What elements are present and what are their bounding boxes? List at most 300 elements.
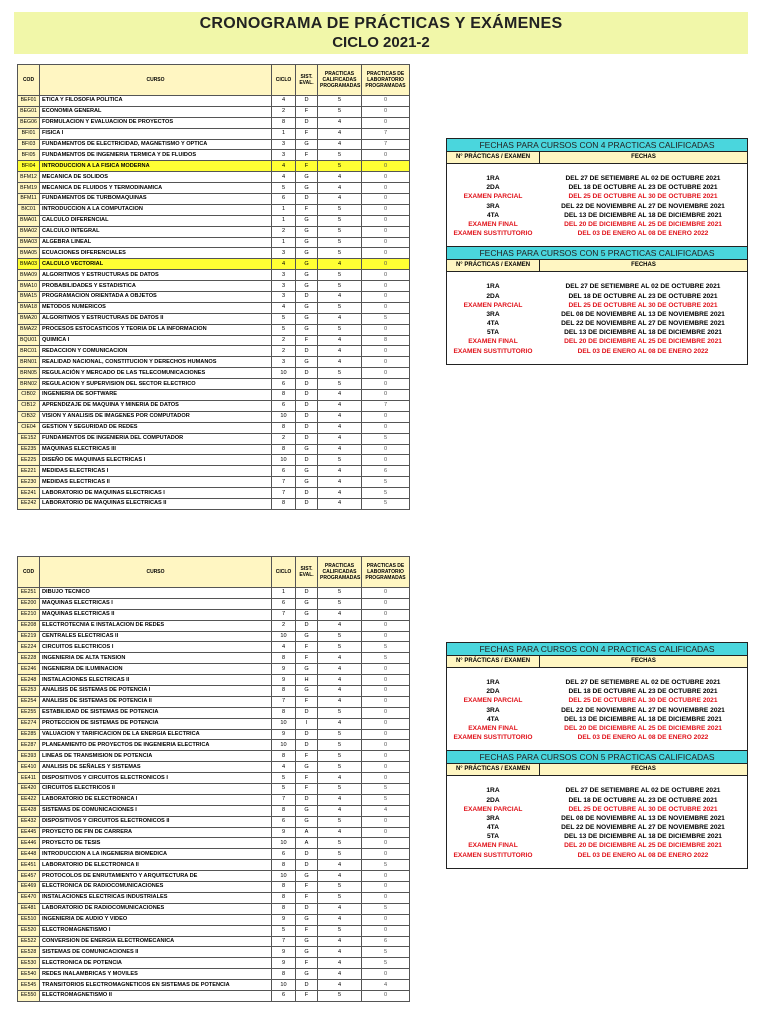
course-laboratorio: 5	[362, 794, 410, 805]
course-laboratorio: 5	[362, 903, 410, 914]
date-row-label: 2DA	[486, 292, 500, 300]
course-laboratorio: 0	[362, 925, 410, 936]
course-practicas: 4	[318, 947, 362, 958]
date-row	[447, 174, 747, 183]
table-row	[18, 642, 410, 653]
table-row	[18, 860, 410, 871]
course-ciclo: 1	[272, 237, 296, 248]
table-row	[18, 707, 410, 718]
course-name: SISTEMAS DE COMUNICACIONES I	[40, 805, 272, 816]
date-row-range: DEL 22 DE NOVIEMBRE AL 27 DE NOVIEMBRE 2021	[561, 706, 725, 714]
course-sist-eval: F	[296, 128, 318, 139]
course-laboratorio: 5	[362, 433, 410, 444]
date-row-label: EXAMEN FINAL	[468, 220, 518, 228]
course-code: BFI05	[18, 150, 40, 161]
course-laboratorio: 0	[362, 368, 410, 379]
course-name: INTRODUCCION A LA COMPUTACION	[40, 204, 272, 215]
date-row-label: 2DA	[486, 688, 500, 696]
courses-table-1	[17, 64, 410, 510]
course-code: EE393	[18, 751, 40, 762]
date-row-range: DEL 27 DE SETIEMBRE AL 02 DE OCTUBRE 2021	[565, 679, 721, 686]
course-name: PROTOCOLOS DE ENRUTAMIENTO Y ARQUITECTURA DE	[40, 871, 272, 882]
course-ciclo: 4	[272, 161, 296, 172]
course-sist-eval: D	[296, 194, 318, 205]
course-laboratorio: 0	[362, 773, 410, 784]
course-sist-eval: F	[296, 642, 318, 653]
date-row-label: 4TA	[487, 715, 499, 723]
course-ciclo: 5	[272, 784, 296, 795]
dates-5-box	[446, 247, 748, 365]
course-practicas: 4	[318, 958, 362, 969]
course-name: FORMULACION Y EVALUACION DE PROYECTOS	[40, 117, 272, 128]
course-practicas: 5	[318, 302, 362, 313]
course-practicas: 4	[318, 794, 362, 805]
course-laboratorio: 0	[362, 237, 410, 248]
course-ciclo: 7	[272, 609, 296, 620]
course-sist-eval: D	[296, 740, 318, 751]
date-row	[447, 292, 747, 301]
course-ciclo: 7	[272, 477, 296, 488]
course-laboratorio: 0	[362, 609, 410, 620]
course-sist-eval: F	[296, 696, 318, 707]
course-name: REALIDAD NACIONAL, CONSTITUCION Y DERECHOS HUMANOS	[40, 357, 272, 368]
course-ciclo: 4	[272, 642, 296, 653]
course-practicas: 5	[318, 816, 362, 827]
date-row	[447, 832, 747, 841]
course-code: EE210	[18, 609, 40, 620]
course-name: INGENIERIA DE ILUMINACION	[40, 664, 272, 675]
course-sist-eval: F	[296, 958, 318, 969]
date-row	[447, 823, 747, 832]
date-row	[447, 347, 747, 356]
table-row	[18, 686, 410, 697]
date-row	[447, 229, 747, 238]
course-laboratorio: 5	[362, 653, 410, 664]
table-row	[18, 477, 410, 488]
course-name: GESTION Y SEGURIDAD DE REDES	[40, 422, 272, 433]
course-practicas: 4	[318, 194, 362, 205]
course-sist-eval: G	[296, 324, 318, 335]
course-ciclo: 3	[272, 357, 296, 368]
course-ciclo: 8	[272, 751, 296, 762]
dates-4-title: FECHAS PARA CURSOS CON 4 PRACTICAS CALIFICADAS	[447, 643, 747, 656]
course-name: LABORATORIO DE ELECTRONICA I	[40, 794, 272, 805]
course-code: BMA15	[18, 292, 40, 303]
course-name: CALCULO DIFERENCIAL	[40, 215, 272, 226]
date-row-range: DEL 13 DE DICIEMBRE AL 18 DE DICIEMBRE 2021	[564, 715, 722, 723]
course-ciclo: 6	[272, 466, 296, 477]
course-practicas: 4	[318, 335, 362, 346]
course-practicas: 5	[318, 588, 362, 599]
dates-4-subheader	[447, 656, 747, 668]
course-sist-eval: G	[296, 686, 318, 697]
dates-5-box	[446, 751, 748, 869]
table-row	[18, 455, 410, 466]
header-laboratorio: PRACTICAS DE LABORATORIO PROGRAMADAS	[362, 65, 410, 96]
course-practicas: 5	[318, 106, 362, 117]
course-ciclo: 10	[272, 368, 296, 379]
table-row	[18, 204, 410, 215]
date-row-range: DEL 25 DE OCTUBRE AL 30 DE OCTUBRE 2021	[568, 805, 718, 813]
course-laboratorio: 0	[362, 696, 410, 707]
course-sist-eval: F	[296, 335, 318, 346]
course-name: DISPOSITIVOS Y CIRCUITOS ELECTRONICOS II	[40, 816, 272, 827]
course-ciclo: 10	[272, 740, 296, 751]
course-code: EE224	[18, 642, 40, 653]
course-laboratorio: 0	[362, 259, 410, 270]
date-row-label: EXAMEN FINAL	[468, 338, 518, 346]
course-ciclo: 2	[272, 346, 296, 357]
course-laboratorio: 0	[362, 444, 410, 455]
course-ciclo: 9	[272, 947, 296, 958]
course-practicas: 4	[318, 675, 362, 686]
course-laboratorio: 0	[362, 751, 410, 762]
course-laboratorio: 0	[362, 324, 410, 335]
course-name: INTRODUCCION A LA INGENIERIA BIOMEDICA	[40, 849, 272, 860]
course-practicas: 4	[318, 805, 362, 816]
course-code: EE219	[18, 631, 40, 642]
date-row-range: DEL 20 DE DICIEMBRE AL 25 DE DICIEMBRE 2021	[564, 338, 722, 346]
table-row	[18, 729, 410, 740]
course-code: EE540	[18, 969, 40, 980]
course-practicas: 5	[318, 281, 362, 292]
course-code: CIB32	[18, 411, 40, 422]
course-laboratorio: 0	[362, 226, 410, 237]
course-laboratorio: 0	[362, 827, 410, 838]
course-laboratorio: 0	[362, 292, 410, 303]
header-curso: CURSO	[40, 557, 272, 588]
course-ciclo: 3	[272, 150, 296, 161]
course-name: CENTRALES ELECTRICAS II	[40, 631, 272, 642]
course-practicas: 5	[318, 762, 362, 773]
course-code: CIB02	[18, 390, 40, 401]
date-row	[447, 319, 747, 328]
course-ciclo: 7	[272, 794, 296, 805]
date-row-range: DEL 03 DE ENERO AL 08 DE ENERO 2022	[577, 230, 709, 238]
course-name: ELECTRONICA DE RADIOCOMUNICACIONES	[40, 882, 272, 893]
course-practicas: 4	[318, 686, 362, 697]
course-sist-eval: G	[296, 871, 318, 882]
header-cod: COD	[18, 557, 40, 588]
table-row	[18, 379, 410, 390]
course-laboratorio: 0	[362, 346, 410, 357]
course-code: EE451	[18, 860, 40, 871]
course-practicas: 4	[318, 444, 362, 455]
dates-col-practicas: N° PRÁCTICAS / EXAMEN	[447, 656, 540, 667]
course-practicas: 5	[318, 368, 362, 379]
date-row-range: DEL 18 DE OCTUBRE AL 23 DE OCTUBRE 2021	[568, 292, 718, 300]
course-sist-eval: F	[296, 892, 318, 903]
date-row-label: 1RA	[486, 175, 500, 182]
course-code: EE481	[18, 903, 40, 914]
dates-col-fechas: FECHAS	[631, 766, 656, 773]
dates-col-practicas: N° PRÁCTICAS / EXAMEN	[447, 152, 540, 163]
date-row-label: EXAMEN FINAL	[468, 842, 518, 850]
table-row	[18, 324, 410, 335]
course-laboratorio: 0	[362, 729, 410, 740]
date-row	[447, 805, 747, 814]
course-code: BMA03	[18, 259, 40, 270]
course-name: MAQUINAS ELECTRICAS I	[40, 598, 272, 609]
table-row	[18, 390, 410, 401]
course-laboratorio: 0	[362, 631, 410, 642]
table-row	[18, 958, 410, 969]
date-row-range: DEL 20 DE DICIEMBRE AL 25 DE DICIEMBRE 2021	[564, 842, 722, 850]
course-ciclo: 8	[272, 860, 296, 871]
course-ciclo: 2	[272, 620, 296, 631]
course-code: EE411	[18, 773, 40, 784]
course-ciclo: 5	[272, 773, 296, 784]
course-ciclo: 9	[272, 664, 296, 675]
course-laboratorio: 5	[362, 784, 410, 795]
course-practicas: 5	[318, 215, 362, 226]
course-laboratorio: 4	[362, 980, 410, 991]
course-code: EE469	[18, 882, 40, 893]
table-row	[18, 292, 410, 303]
course-name: ELECTROMAGNETISMO II	[40, 990, 272, 1001]
course-sist-eval: G	[296, 139, 318, 150]
course-name: ANALISIS DE SEÑALES Y SISTEMAS	[40, 762, 272, 773]
course-code: BMA01	[18, 215, 40, 226]
course-code: BRN01	[18, 357, 40, 368]
dates-panel-top	[446, 138, 748, 365]
date-row	[447, 328, 747, 337]
course-name: INGENIERIA DE ALTA TENSION	[40, 653, 272, 664]
course-practicas: 5	[318, 707, 362, 718]
course-sist-eval: G	[296, 259, 318, 270]
course-sist-eval: D	[296, 903, 318, 914]
course-laboratorio: 0	[362, 150, 410, 161]
course-ciclo: 10	[272, 411, 296, 422]
table-row	[18, 696, 410, 707]
dates-col-practicas: N° PRÁCTICAS / EXAMEN	[447, 764, 540, 775]
course-code: EE285	[18, 729, 40, 740]
course-name: MAQUINAS ELECTRICAS III	[40, 444, 272, 455]
course-laboratorio: 7	[362, 139, 410, 150]
date-row-label: EXAMEN SUSTITUTORIO	[453, 230, 533, 238]
date-row-label: 1RA	[486, 283, 500, 291]
course-laboratorio: 0	[362, 707, 410, 718]
course-code: BIC01	[18, 204, 40, 215]
course-sist-eval: G	[296, 215, 318, 226]
date-row	[447, 814, 747, 823]
table-row	[18, 422, 410, 433]
header-cod: COD	[18, 65, 40, 96]
course-practicas: 5	[318, 455, 362, 466]
date-row-label: 3RA	[486, 310, 500, 318]
course-code: BRN05	[18, 368, 40, 379]
dates-4-body	[447, 668, 747, 750]
course-practicas: 5	[318, 237, 362, 248]
table-row	[18, 172, 410, 183]
header-curso: CURSO	[40, 65, 272, 96]
course-code: EE530	[18, 958, 40, 969]
course-laboratorio: 0	[362, 664, 410, 675]
date-row-range: DEL 27 DE SETIEMBRE AL 02 DE OCTUBRE 2021	[565, 175, 721, 182]
course-practicas: 5	[318, 96, 362, 107]
course-name: REGULACION Y SUPERVISION DEL SECTOR ELECTRICO	[40, 379, 272, 390]
table-row	[18, 718, 410, 729]
date-row	[447, 706, 747, 715]
course-code: EE274	[18, 718, 40, 729]
course-code: BMA18	[18, 302, 40, 313]
course-sist-eval: D	[296, 498, 318, 509]
course-practicas: 4	[318, 139, 362, 150]
course-ciclo: 10	[272, 980, 296, 991]
date-row-range: DEL 27 DE SETIEMBRE AL 02 DE OCTUBRE 2021	[565, 283, 721, 291]
course-practicas: 4	[318, 620, 362, 631]
course-laboratorio: 0	[362, 718, 410, 729]
date-row	[447, 220, 747, 229]
table-row	[18, 368, 410, 379]
course-sist-eval: G	[296, 609, 318, 620]
table-row	[18, 281, 410, 292]
course-name: ANALISIS DE SISTEMAS DE POTENCIA II	[40, 696, 272, 707]
table-row	[18, 106, 410, 117]
table-row	[18, 882, 410, 893]
table-row	[18, 653, 410, 664]
date-row	[447, 282, 747, 291]
course-name: ECUACIONES DIFERENCIALES	[40, 248, 272, 259]
date-row-range: DEL 08 DE NOVIEMBRE AL 13 DE NOVIEMBRE 2021	[561, 814, 725, 822]
course-code: EE241	[18, 488, 40, 499]
course-name: ALGEBRA LINEAL	[40, 237, 272, 248]
course-laboratorio: 6	[362, 936, 410, 947]
course-code: CIB12	[18, 400, 40, 411]
course-code: EE446	[18, 838, 40, 849]
table-row	[18, 588, 410, 599]
course-laboratorio: 6	[362, 466, 410, 477]
date-row-range: DEL 13 DE DICIEMBRE AL 18 DE DICIEMBRE 2021	[564, 211, 722, 219]
table-row	[18, 400, 410, 411]
course-practicas: 4	[318, 773, 362, 784]
course-ciclo: 3	[272, 139, 296, 150]
course-name: INGENIERIA DE SOFTWARE	[40, 390, 272, 401]
course-practicas: 4	[318, 696, 362, 707]
course-laboratorio: 0	[362, 588, 410, 599]
course-practicas: 4	[318, 172, 362, 183]
course-sist-eval: D	[296, 729, 318, 740]
course-code: EE550	[18, 990, 40, 1001]
table-row	[18, 215, 410, 226]
course-code: EE520	[18, 925, 40, 936]
course-sist-eval: G	[296, 631, 318, 642]
table-row	[18, 794, 410, 805]
course-code: BFI04	[18, 161, 40, 172]
course-code: EE470	[18, 892, 40, 903]
course-laboratorio: 0	[362, 762, 410, 773]
course-code: BRC01	[18, 346, 40, 357]
course-code: BFI03	[18, 139, 40, 150]
course-laboratorio: 0	[362, 183, 410, 194]
table-row	[18, 805, 410, 816]
course-name: ECONOMIA GENERAL	[40, 106, 272, 117]
course-sist-eval: D	[296, 620, 318, 631]
course-sist-eval: F	[296, 882, 318, 893]
course-code: EE254	[18, 696, 40, 707]
table-row	[18, 270, 410, 281]
course-code: EE510	[18, 914, 40, 925]
course-laboratorio: 0	[362, 838, 410, 849]
course-laboratorio: 5	[362, 498, 410, 509]
course-sist-eval: G	[296, 183, 318, 194]
course-name: ELECTRONICA DE POTENCIA	[40, 958, 272, 969]
date-row	[447, 715, 747, 724]
date-row-label: EXAMEN SUSTITUTORIO	[453, 851, 533, 859]
course-name: FUNDAMENTOS DE INGENIERIA TERMICA Y DE FLUIDOS	[40, 150, 272, 161]
course-code: BMA09	[18, 270, 40, 281]
table-row	[18, 838, 410, 849]
course-code: CIE04	[18, 422, 40, 433]
course-name: SISTEMAS DE COMUNICACIONES II	[40, 947, 272, 958]
course-laboratorio: 5	[362, 860, 410, 871]
course-laboratorio: 0	[362, 390, 410, 401]
date-row	[447, 301, 747, 310]
course-sist-eval: F	[296, 773, 318, 784]
course-laboratorio: 0	[362, 172, 410, 183]
course-sist-eval: G	[296, 762, 318, 773]
course-sist-eval: D	[296, 588, 318, 599]
course-ciclo: 10	[272, 455, 296, 466]
course-ciclo: 5	[272, 183, 296, 194]
course-sist-eval: F	[296, 751, 318, 762]
course-ciclo: 2	[272, 433, 296, 444]
course-practicas: 5	[318, 631, 362, 642]
table-row	[18, 675, 410, 686]
course-code: EE528	[18, 947, 40, 958]
course-practicas: 4	[318, 488, 362, 499]
course-sist-eval: G	[296, 936, 318, 947]
dates-4-title: FECHAS PARA CURSOS CON 4 PRACTICAS CALIFICADAS	[447, 139, 747, 152]
course-ciclo: 1	[272, 128, 296, 139]
course-laboratorio: 0	[362, 302, 410, 313]
course-name: APRENDIZAJE DE MAQUINA Y MINERIA DE DATOS	[40, 400, 272, 411]
date-row-label: 5TA	[487, 329, 499, 337]
dates-5-body	[447, 776, 747, 868]
course-laboratorio: 5	[362, 947, 410, 958]
course-practicas: 5	[318, 784, 362, 795]
course-practicas: 5	[318, 248, 362, 259]
course-sist-eval: G	[296, 664, 318, 675]
dates-5-body	[447, 272, 747, 364]
course-ciclo: 2	[272, 106, 296, 117]
course-laboratorio: 0	[362, 204, 410, 215]
table-row	[18, 161, 410, 172]
date-row-range: DEL 25 DE OCTUBRE AL 30 DE OCTUBRE 2021	[568, 301, 718, 309]
table-row	[18, 969, 410, 980]
date-row	[447, 678, 747, 687]
course-laboratorio: 0	[362, 96, 410, 107]
course-name: ELECTROMAGNETISMO I	[40, 925, 272, 936]
table-row	[18, 827, 410, 838]
date-row-label: 3RA	[486, 706, 500, 714]
course-laboratorio: 0	[362, 882, 410, 893]
course-sist-eval: I	[296, 718, 318, 729]
course-laboratorio: 0	[362, 849, 410, 860]
course-practicas: 5	[318, 270, 362, 281]
course-ciclo: 1	[272, 215, 296, 226]
course-name: CIRCUITOS ELECTRICOS I	[40, 642, 272, 653]
course-code: EE230	[18, 477, 40, 488]
course-name: REGULACIÓN Y MERCADO DE LAS TELECOMUNICACIONES	[40, 368, 272, 379]
table-row	[18, 914, 410, 925]
course-practicas: 4	[318, 860, 362, 871]
table-row	[18, 259, 410, 270]
date-row-range: DEL 03 DE ENERO AL 08 DE ENERO 2022	[577, 347, 709, 355]
course-name: PROTECCION DE SISTEMAS DE POTENCIA	[40, 718, 272, 729]
date-row-range: DEL 22 DE NOVIEMBRE AL 27 DE NOVIEMBRE 2021	[561, 320, 725, 328]
course-code: BMA10	[18, 281, 40, 292]
